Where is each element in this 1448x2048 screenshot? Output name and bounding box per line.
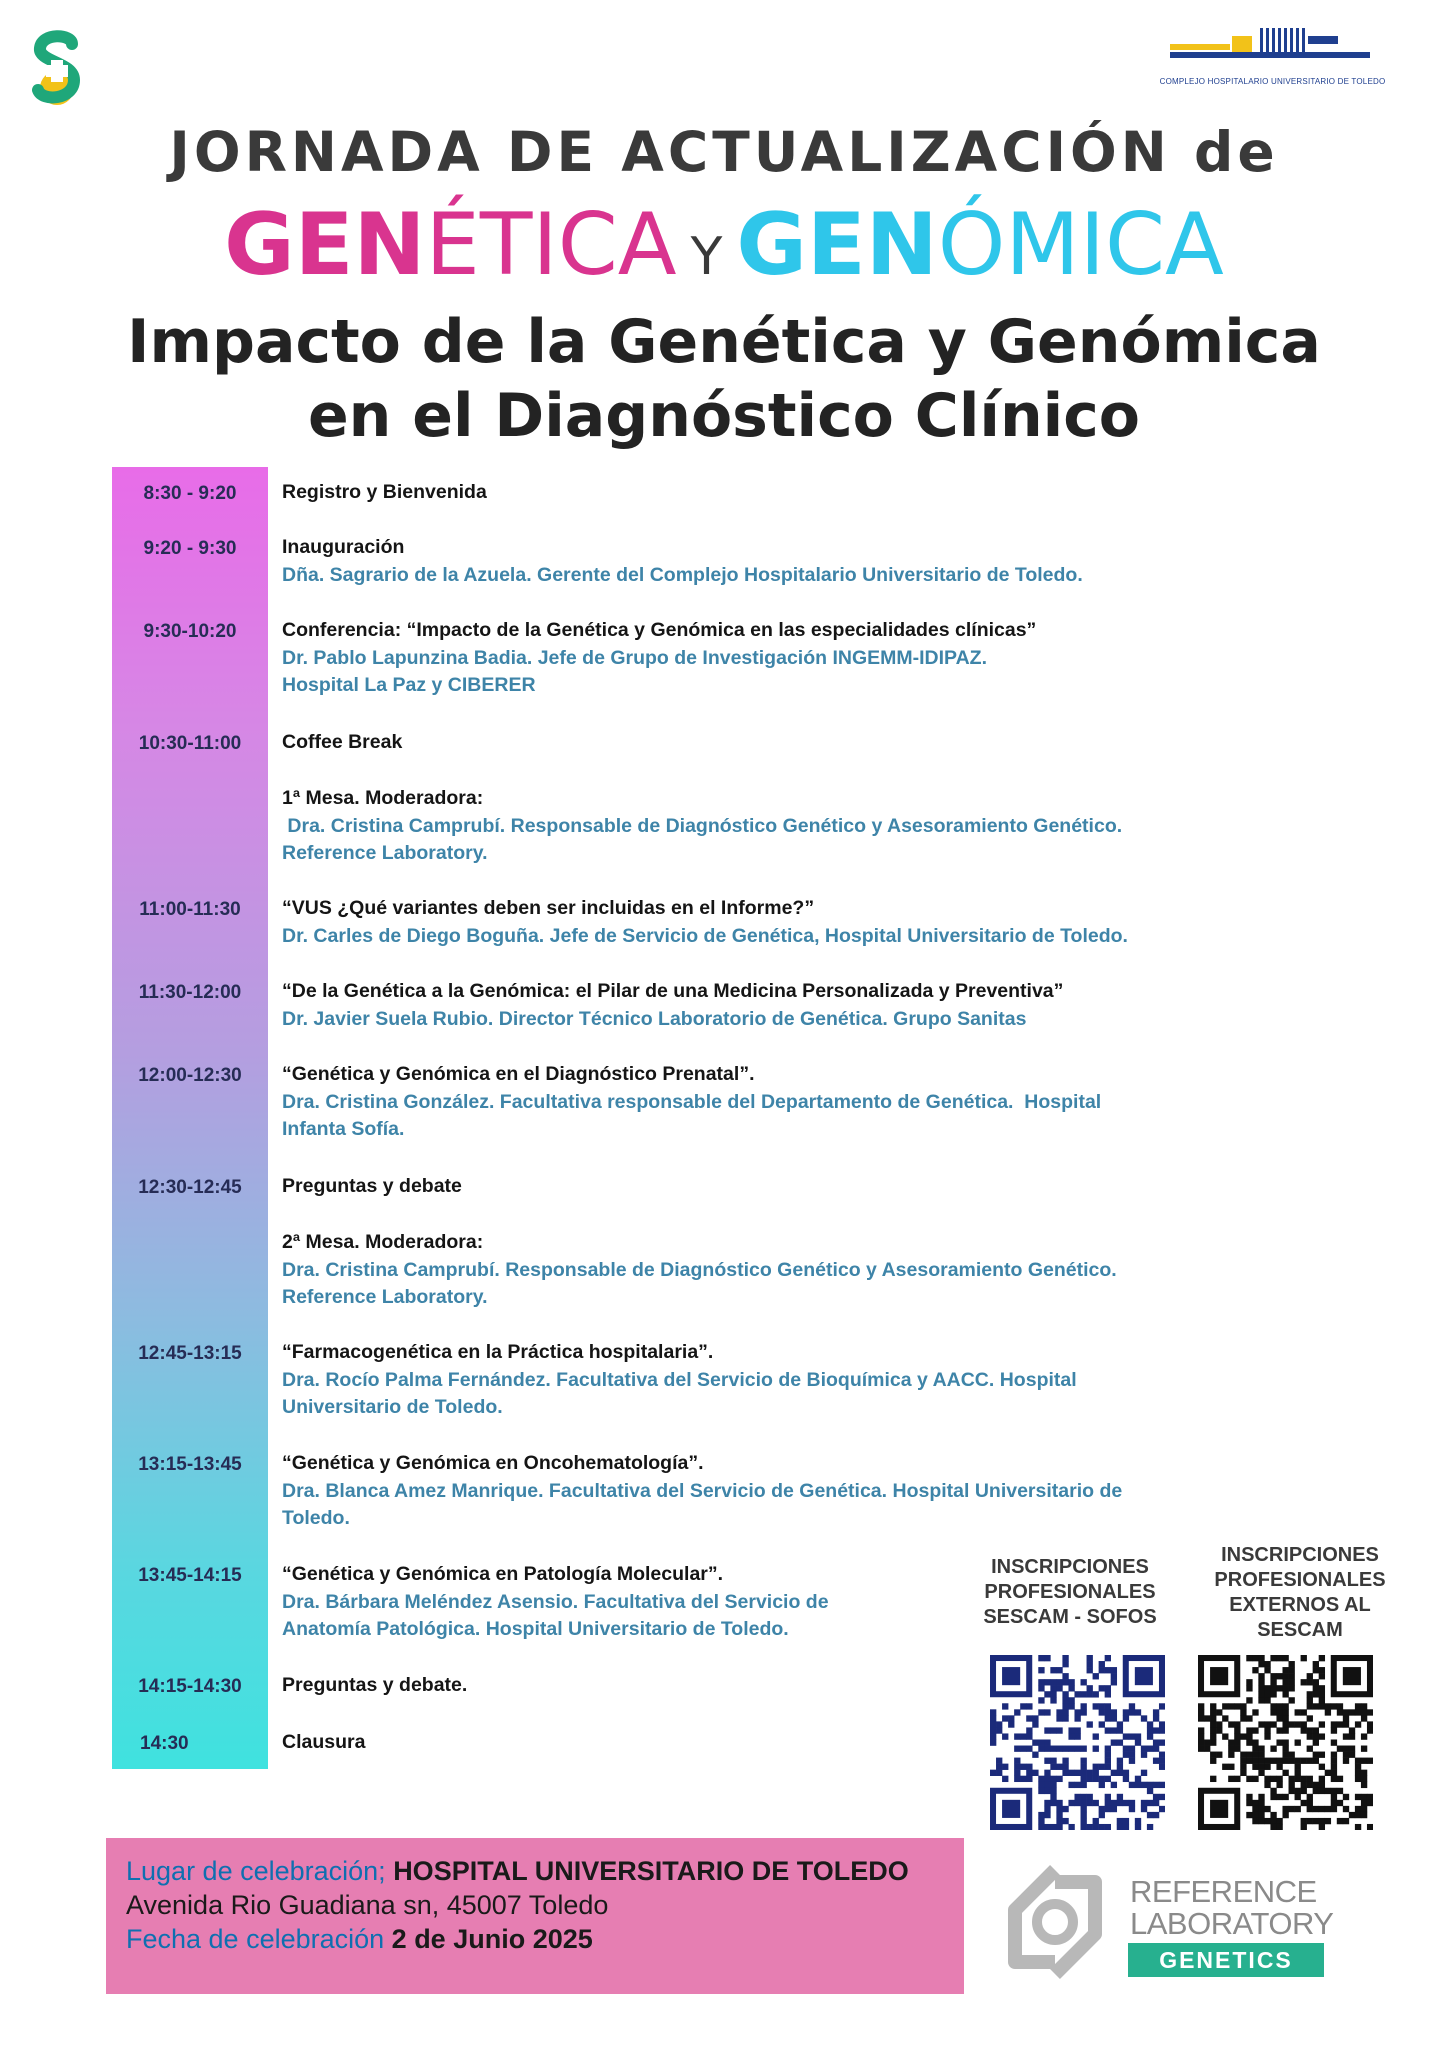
schedule-title: Preguntas y debate.	[282, 1674, 468, 1696]
schedule-speaker: Dra. Cristina Camprubí. Responsable de Diagnóstico Genético y Asesoramiento Genético.	[282, 1258, 1117, 1281]
genetica-bold: GEN	[224, 195, 426, 295]
schedule-item	[282, 1229, 1182, 1312]
schedule-time: 8:30 - 9:20	[143, 483, 237, 504]
qr-pattern	[1198, 1655, 1373, 1830]
schedule-speaker-affiliation: Reference Laboratory.	[282, 1286, 488, 1308]
schedule-time: 10:30-11:00	[138, 733, 242, 754]
schedule-title: “Genética y Genómica en Oncohematología”.	[282, 1452, 704, 1474]
schedule-item	[282, 1450, 1182, 1533]
schedule-title: 1ª Mesa. Moderadora:	[282, 787, 484, 809]
schedule-time: 12:45-13:15	[138, 1343, 242, 1364]
schedule-item	[282, 785, 1182, 868]
schedule-speaker-affiliation: Reference Laboratory.	[282, 842, 488, 864]
venue-box	[106, 1838, 964, 1994]
sescam-logo	[28, 28, 86, 110]
schedule-title: Inauguración	[282, 536, 405, 558]
schedule-item	[282, 1672, 882, 1700]
schedule-time: 13:45-14:15	[138, 1565, 242, 1586]
schedule-title: 2ª Mesa. Moderadora:	[282, 1231, 484, 1253]
event-topic-title	[0, 195, 1448, 307]
schedule-title: “Genética y Genómica en el Diagnóstico Prenatal”.	[282, 1063, 755, 1085]
genomica-rest: ÓMICA	[937, 195, 1224, 295]
schedule-speaker: Dr. Pablo Lapunzina Badia. Jefe de Grupo de Investigación INGEMM-IDIPAZ.	[282, 646, 987, 669]
schedule-item	[282, 1561, 922, 1644]
schedule-speaker: Dra. Blanca Amez Manrique. Facultativa del Servicio de Genética. Hospital Universitario de	[282, 1479, 1123, 1502]
schedule-time: 11:30-12:00	[138, 982, 242, 1003]
schedule-title: “Genética y Genómica en Patología Molecular”.	[282, 1563, 724, 1585]
schedule-item	[282, 978, 1182, 1033]
venue-address	[126, 1888, 608, 1922]
schedule-time: 14:30	[140, 1733, 189, 1754]
schedule-speaker-affiliation: Hospital La Paz y CIBERER	[282, 674, 536, 696]
schedule-speaker: Dña. Sagrario de la Azuela. Gerente del Complejo Hospitalario Universitario de Toledo.	[282, 563, 1083, 586]
venue-place-value: HOSPITAL UNIVERSITARIO DE TOLEDO	[393, 1856, 909, 1886]
schedule-item	[282, 1061, 1182, 1144]
schedule-title: Clausura	[282, 1731, 366, 1753]
schedule-title: Coffee Break	[282, 731, 403, 753]
schedule-speaker-affiliation: Anatomía Patológica. Hospital Universitario de Toledo.	[282, 1618, 789, 1640]
schedule-time: 12:00-12:30	[138, 1065, 242, 1086]
genomica-bold: GEN	[736, 195, 938, 295]
venue-address-text: Avenida Rio Guadiana sn, 45007 Toledo	[126, 1890, 609, 1920]
schedule-title: “De la Genética a la Genómica: el Pilar de una Medicina Personalizada y Preventiva”	[282, 980, 1064, 1002]
schedule-time: 9:20 - 9:30	[143, 538, 237, 559]
schedule-title: “Farmacogenética en la Práctica hospitalaria”.	[282, 1341, 714, 1363]
reference-text: REFERENCE	[1130, 1874, 1317, 1909]
schedule-time: 13:15-13:45	[138, 1454, 242, 1475]
schedule-speaker: Dra. Bárbara Meléndez Asensio. Facultativa del Servicio de	[282, 1590, 829, 1613]
laboratory-text: LABORATORY	[1130, 1906, 1334, 1941]
topic-connector: Y	[690, 227, 723, 287]
schedule-speaker: Dr. Javier Suela Rubio. Director Técnico Laboratorio de Genética. Grupo Sanitas	[282, 1007, 1027, 1030]
schedule-speaker-affiliation: Infanta Sofía.	[282, 1118, 405, 1140]
hospital-complex-logo	[1140, 26, 1405, 86]
qr-label-line: PROFESIONALES	[984, 1581, 1156, 1603]
subtitle-line-1: Impacto de la Genética y Genómica	[127, 307, 1321, 377]
qr-label-line: SESCAM - SOFOS	[983, 1606, 1157, 1628]
schedule-item	[282, 729, 1182, 757]
schedule-time: 9:30-10:20	[143, 621, 237, 642]
subtitle-line-2: en el Diagnóstico Clínico	[307, 381, 1141, 451]
venue-date-label: Fecha de celebración	[126, 1924, 392, 1954]
qr-label-line: SESCAM	[1257, 1619, 1343, 1641]
qr-label-line: PROFESIONALES	[1214, 1569, 1386, 1591]
reference-laboratory-logo-mark	[995, 1862, 1115, 1982]
schedule-time: 11:00-11:30	[139, 899, 241, 920]
schedule-item	[282, 1729, 882, 1757]
schedule-item	[282, 1173, 1182, 1201]
genetica-rest: ÉTICA	[425, 195, 677, 295]
hospital-complex-logo-text: COMPLEJO HOSPITALARIO UNIVERSITARIO DE TOLEDO	[1159, 77, 1386, 86]
schedule-item	[282, 534, 1182, 589]
schedule-title: Conferencia: “Impacto de la Genética y Genómica en las especialidades clínicas”	[282, 619, 1037, 641]
schedule-item	[282, 479, 1182, 507]
qr-code-sescam[interactable]	[990, 1655, 1165, 1830]
schedule-speaker: Dra. Rocío Palma Fernández. Facultativa del Servicio de Bioquímica y AACC. Hospital	[282, 1368, 1077, 1391]
schedule-title: Preguntas y debate	[282, 1175, 462, 1197]
qr-code-external[interactable]	[1198, 1655, 1373, 1830]
qr-label-sescam	[960, 1555, 1180, 1630]
schedule-item	[282, 895, 1182, 950]
qr-label-line: INSCRIPCIONES	[1221, 1544, 1379, 1566]
qr-label-external	[1190, 1543, 1410, 1643]
schedule-speaker-affiliation: Toledo.	[282, 1507, 350, 1529]
genetics-label: GENETICS	[1128, 1943, 1324, 1977]
schedule-title: “VUS ¿Qué variantes deben ser incluidas en el Informe?”	[282, 897, 815, 919]
schedule-item	[282, 617, 1182, 700]
schedule-item	[282, 1339, 1182, 1422]
schedule-speaker: Dra. Cristina Camprubí. Responsable de Diagnóstico Genético y Asesoramiento Genético.	[282, 814, 1123, 837]
schedule-time: 12:30-12:45	[138, 1177, 242, 1198]
venue-place	[126, 1854, 909, 1888]
venue-date	[126, 1922, 593, 1956]
event-subtitle	[0, 305, 1448, 453]
venue-date-value: 2 de Junio 2025	[391, 1924, 593, 1954]
qr-label-line: EXTERNOS AL	[1229, 1594, 1371, 1616]
schedule-speaker-affiliation: Universitario de Toledo.	[282, 1396, 503, 1418]
qr-label-line: INSCRIPCIONES	[991, 1556, 1149, 1578]
event-title: JORNADA DE ACTUALIZACIÓN de	[169, 120, 1279, 184]
schedule-speaker: Dr. Carles de Diego Boguña. Jefe de Servicio de Genética, Hospital Universitario de Toledo.	[282, 924, 1128, 947]
schedule-title: Registro y Bienvenida	[282, 481, 487, 503]
venue-place-label: Lugar de celebración;	[126, 1856, 394, 1886]
schedule-time: 14:15-14:30	[138, 1676, 242, 1697]
schedule-speaker: Dra. Cristina González. Facultativa responsable del Departamento de Genética. Hospital	[282, 1090, 1102, 1113]
qr-pattern	[990, 1655, 1165, 1830]
